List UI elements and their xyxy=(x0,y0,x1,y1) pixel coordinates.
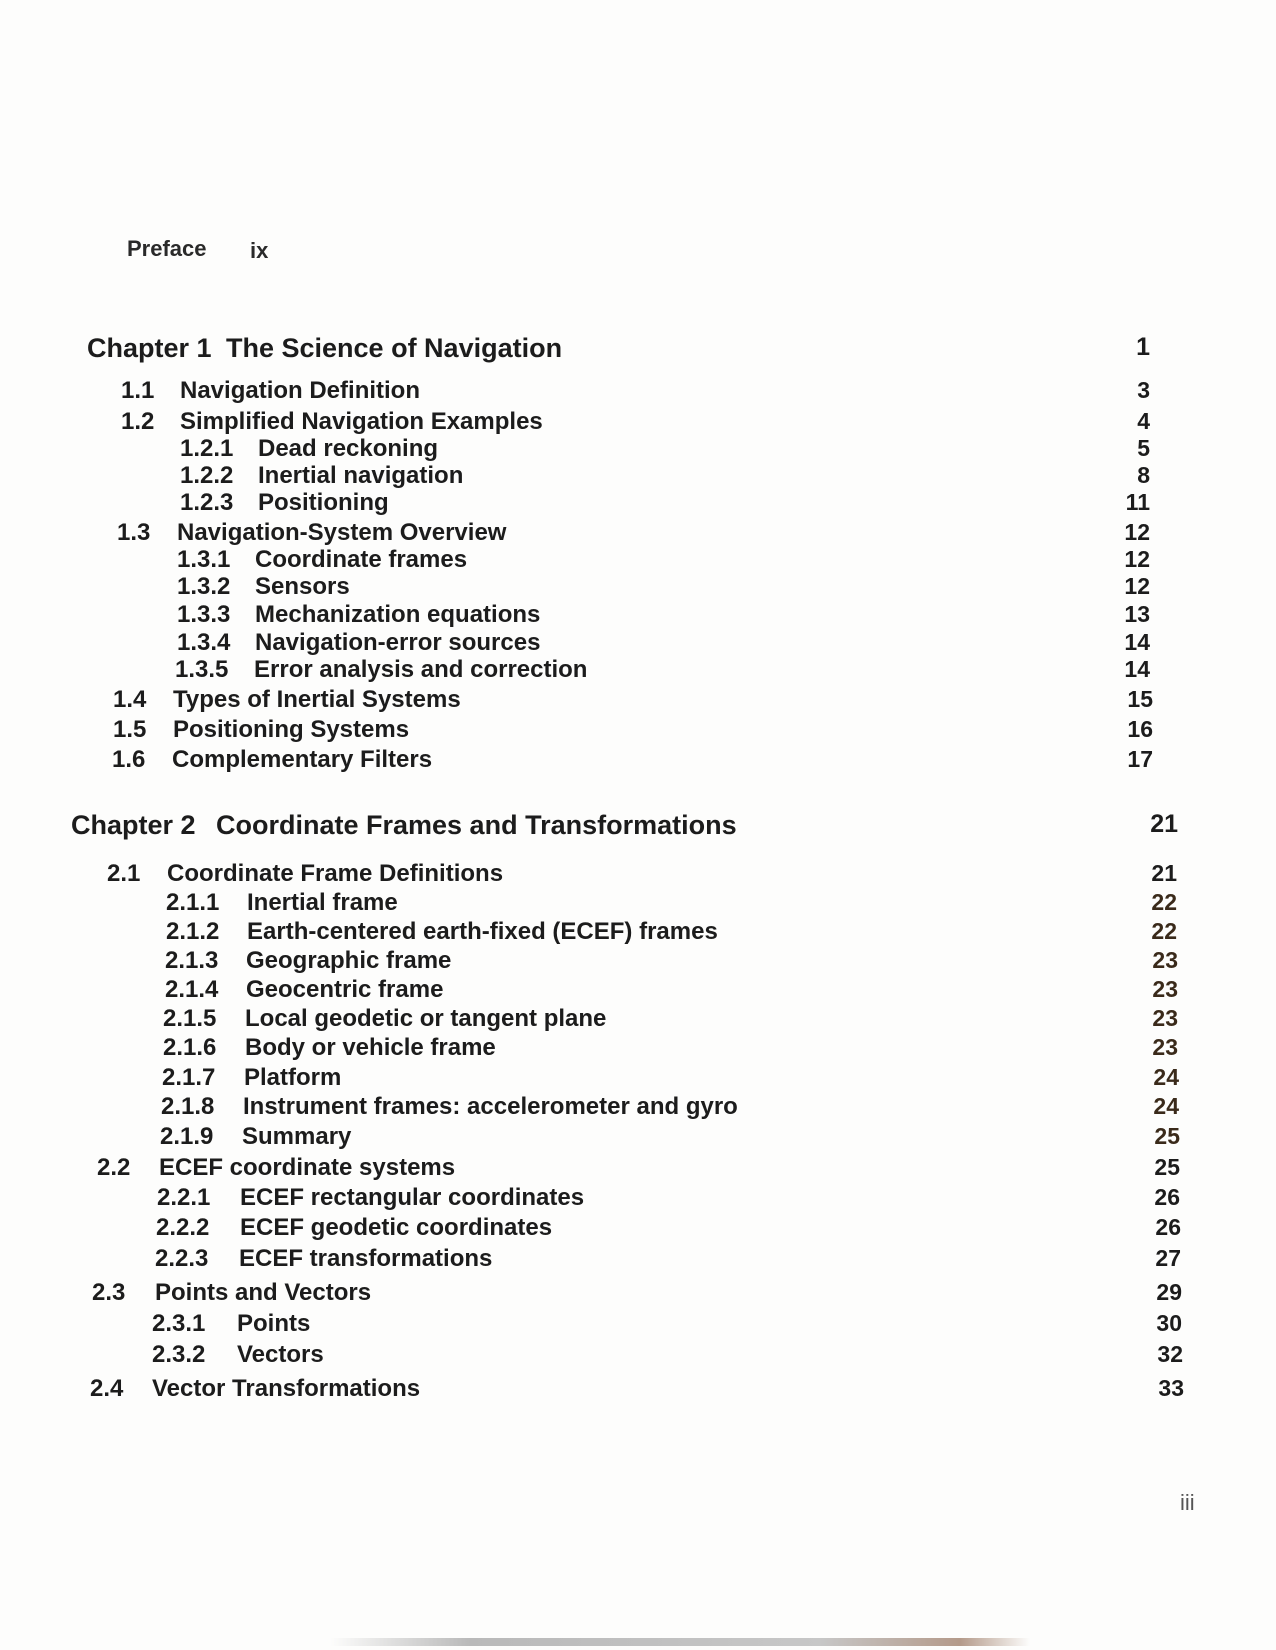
entry-number: 2.2.1 xyxy=(157,1184,211,1211)
entry-page-number: 23 xyxy=(1152,1034,1178,1060)
entry-title: Types of Inertial Systems xyxy=(173,686,461,713)
entry-number: 2.2.2 xyxy=(156,1214,210,1241)
entry-number: 1.3.4 xyxy=(177,629,231,656)
entry-number: 2.2 xyxy=(97,1154,131,1181)
entry-page-number: 27 xyxy=(1155,1245,1181,1271)
entry-title: Inertial navigation xyxy=(258,462,464,489)
chapter-title: Coordinate Frames and Transformations xyxy=(216,810,737,840)
scan-edge-shadow xyxy=(330,1638,1030,1646)
entry-title: Geographic frame xyxy=(246,947,452,974)
entry-title: Positioning xyxy=(258,489,389,516)
chapter-page-number: 1 xyxy=(1136,333,1150,361)
entry-number: 2.1.3 xyxy=(165,947,219,974)
preface-page-number: ix xyxy=(250,238,269,263)
entry-title: Positioning Systems xyxy=(173,716,410,743)
entry-number: 2.1 xyxy=(107,860,141,887)
entry-page-number: 32 xyxy=(1157,1341,1183,1367)
page-folio: iii xyxy=(1180,1490,1195,1515)
entry-title: ECEF coordinate systems xyxy=(159,1154,456,1181)
entry-number: 2.1.6 xyxy=(163,1034,217,1061)
entry-number: 1.3.2 xyxy=(177,573,231,600)
chapter-page-number: 21 xyxy=(1150,810,1178,838)
chapter-label: Chapter 2 xyxy=(71,810,196,840)
entry-number: 1.2.1 xyxy=(180,435,234,462)
entry-page-number: 13 xyxy=(1124,601,1150,627)
entry-number: 1.3.5 xyxy=(175,656,229,683)
entry-page-number: 23 xyxy=(1152,976,1178,1002)
entry-title: Body or vehicle frame xyxy=(245,1034,496,1061)
entry-page-number: 12 xyxy=(1124,546,1150,572)
entry-title: Inertial frame xyxy=(247,889,398,916)
entry-page-number: 5 xyxy=(1137,435,1150,461)
entry-number: 1.2 xyxy=(121,408,155,435)
entry-number: 1.5 xyxy=(113,716,147,743)
entry-title: Summary xyxy=(242,1123,352,1150)
chapter-label: Chapter 1 xyxy=(87,333,212,363)
entry-number: 2.1.4 xyxy=(165,976,219,1003)
entry-page-number: 16 xyxy=(1127,716,1153,742)
entry-page-number: 12 xyxy=(1124,519,1150,545)
entry-page-number: 11 xyxy=(1125,489,1150,515)
preface-label: Preface xyxy=(127,236,207,261)
entry-title: ECEF geodetic coordinates xyxy=(240,1214,553,1241)
entry-number: 2.1.7 xyxy=(162,1064,216,1091)
entry-number: 2.1.5 xyxy=(163,1005,217,1032)
entry-page-number: 26 xyxy=(1155,1214,1181,1240)
entry-page-number: 30 xyxy=(1156,1310,1182,1336)
entry-page-number: 22 xyxy=(1151,918,1177,944)
entry-number: 1.6 xyxy=(112,746,146,773)
entry-page-number: 12 xyxy=(1124,573,1150,599)
entry-page-number: 15 xyxy=(1127,686,1153,712)
entry-page-number: 14 xyxy=(1124,629,1150,655)
entry-number: 2.1.9 xyxy=(160,1123,214,1150)
entry-page-number: 23 xyxy=(1152,947,1178,973)
entry-number: 2.1.2 xyxy=(166,918,220,945)
entry-page-number: 24 xyxy=(1153,1064,1179,1090)
entry-page-number: 26 xyxy=(1154,1184,1180,1210)
entry-page-number: 8 xyxy=(1137,462,1150,488)
entry-page-number: 33 xyxy=(1158,1375,1184,1401)
entry-number: 2.2.3 xyxy=(155,1245,209,1272)
entry-title: Simplified Navigation Examples xyxy=(180,408,543,435)
entry-title: Instrument frames: accelerometer and gyro xyxy=(243,1093,738,1120)
entry-number: 1.2.3 xyxy=(180,489,234,516)
entry-title: Coordinate Frame Definitions xyxy=(167,860,504,887)
entry-title: Vector Transformations xyxy=(152,1375,421,1402)
entry-number: 1.3 xyxy=(117,519,151,546)
entry-title: Points xyxy=(237,1310,311,1337)
entry-page-number: 22 xyxy=(1151,889,1177,915)
entry-number: 2.4 xyxy=(90,1375,124,1402)
entry-number: 2.1.8 xyxy=(161,1093,215,1120)
entry-number: 1.1 xyxy=(121,377,155,404)
entry-title: Local geodetic or tangent plane xyxy=(245,1005,607,1032)
entry-number: 2.3.2 xyxy=(152,1341,206,1368)
entry-page-number: 14 xyxy=(1124,656,1150,682)
entry-title: Vectors xyxy=(237,1341,324,1368)
entry-page-number: 3 xyxy=(1137,377,1150,403)
entry-page-number: 4 xyxy=(1137,408,1150,434)
entry-title: Navigation-System Overview xyxy=(177,519,507,546)
entry-title: Navigation Definition xyxy=(180,377,420,404)
entry-title: Mechanization equations xyxy=(255,601,541,628)
entry-title: Points and Vectors xyxy=(155,1279,372,1306)
entry-number: 2.3 xyxy=(92,1279,126,1306)
entry-number: 2.3.1 xyxy=(152,1310,206,1337)
entry-number: 2.1.1 xyxy=(166,889,220,916)
entry-page-number: 25 xyxy=(1154,1154,1180,1180)
entry-page-number: 25 xyxy=(1154,1123,1180,1149)
entry-page-number: 21 xyxy=(1151,860,1177,886)
entry-title: ECEF rectangular coordinates xyxy=(240,1184,585,1211)
entry-title: Geocentric frame xyxy=(246,976,444,1003)
entry-title: Earth-centered earth-fixed (ECEF) frames xyxy=(247,918,718,945)
entry-number: 1.4 xyxy=(113,686,147,713)
entry-title: ECEF transformations xyxy=(239,1245,493,1272)
entry-page-number: 24 xyxy=(1153,1093,1179,1119)
entry-page-number: 23 xyxy=(1152,1005,1178,1031)
entry-title: Navigation-error sources xyxy=(255,629,541,656)
entry-number: 1.3.3 xyxy=(177,601,231,628)
entry-title: Complementary Filters xyxy=(172,746,433,773)
entry-number: 1.3.1 xyxy=(177,546,231,573)
chapter-title: The Science of Navigation xyxy=(226,333,563,363)
entry-title: Sensors xyxy=(255,573,350,600)
entry-page-number: 29 xyxy=(1156,1279,1182,1305)
entry-page-number: 17 xyxy=(1127,746,1153,772)
entry-title: Platform xyxy=(244,1064,342,1091)
entry-title: Dead reckoning xyxy=(258,435,439,462)
entry-title: Coordinate frames xyxy=(255,546,468,573)
entry-title: Error analysis and correction xyxy=(254,656,588,683)
entry-number: 1.2.2 xyxy=(180,462,234,489)
